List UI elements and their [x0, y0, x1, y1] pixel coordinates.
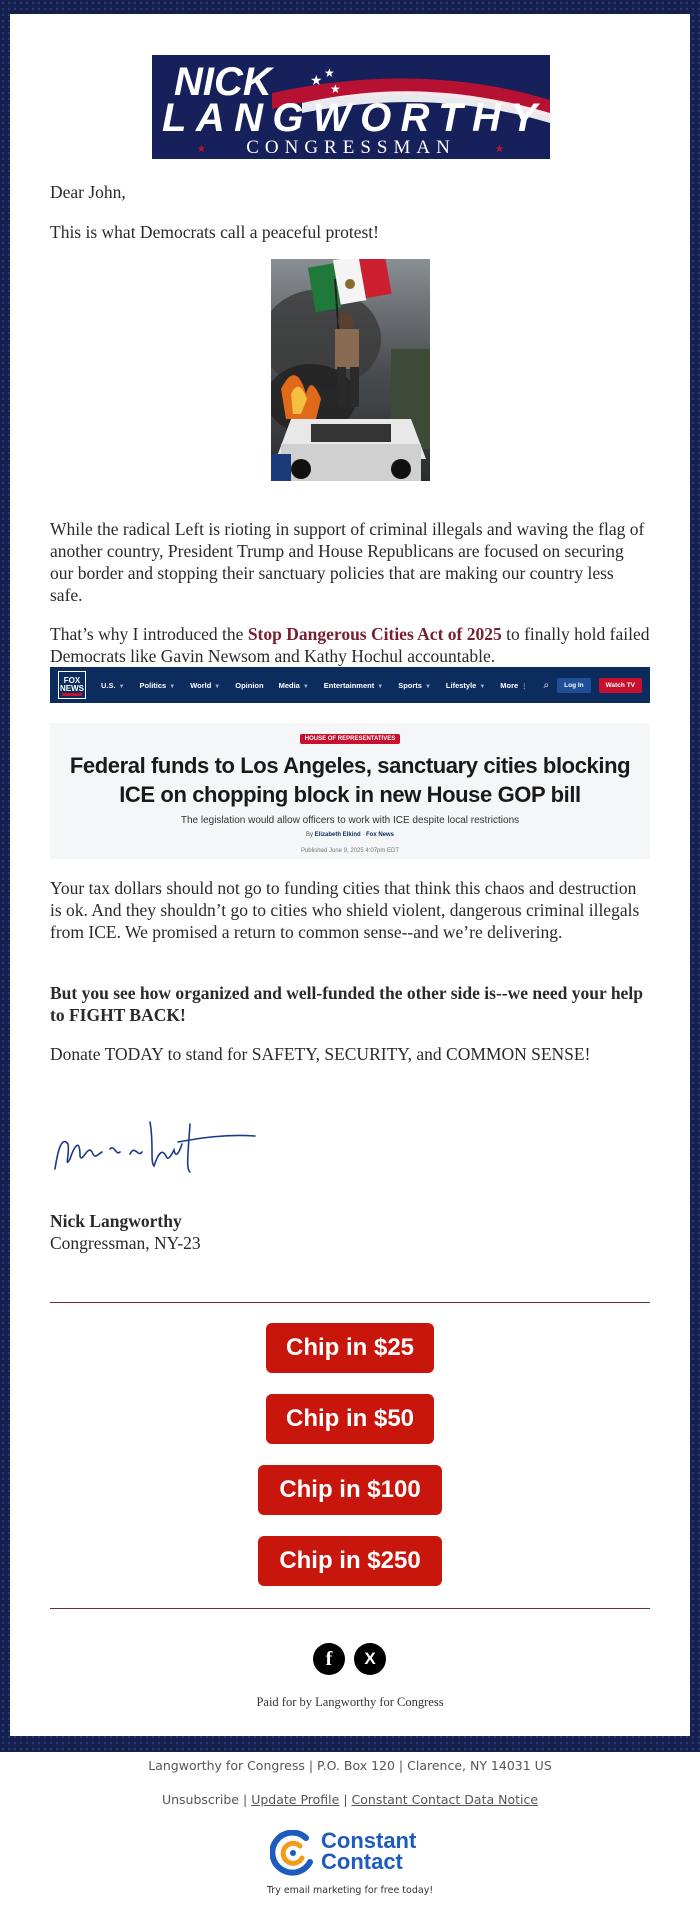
bill-trailing-text: to finally hold failed Democrats like Gavin Newsom and Kathy Hochul accountable. [50, 624, 650, 666]
fox-search-icon: ⌕ [543, 679, 550, 691]
fox-nav-world: World ▼ [190, 680, 221, 690]
chip-in-250-button[interactable]: Chip in $250 [258, 1536, 442, 1586]
fox-article-headline: Federal funds to Los Angeles, sanctuary cities blocking ICE on chopping block in new House GOP bill [69, 753, 631, 807]
fox-nav-politics: Politics ▼ [139, 680, 176, 690]
fox-watch-tv-button: Watch TV [599, 678, 642, 693]
fox-nav-sports: Sports ▼ [398, 680, 431, 690]
fox-nav-more: More ⋮ [500, 680, 528, 690]
logo-first-name: NICK [174, 60, 272, 104]
constant-contact-logo-text[interactable]: Constant Contact [321, 1828, 417, 1874]
signature-name: Nick Langworthy [50, 1211, 182, 1231]
svg-text:★: ★ [197, 144, 206, 155]
fox-nav-entertainment: Entertainment ▼ [323, 680, 384, 690]
fox-article-subhead: The legislation would allow officers to work with ICE despite local restrictions [180, 815, 520, 826]
intro-line: This is what Democrats call a peaceful protest! [50, 222, 379, 242]
unsubscribe-link[interactable]: Unsubscribe [161, 1792, 240, 1807]
svg-text:★: ★ [330, 82, 341, 96]
bill-lead-text: That’s why I introduced the [50, 624, 248, 644]
paid-for-disclaimer: Paid for by Langworthy for Congress [256, 1695, 444, 1709]
paragraph-radical-left: While the radical Left is rioting in support of criminal illegals and waving the flag of another country, President Trump and House Republicans are focused on securing our border and stopping their sanctuary policies that are making our country less safe. [50, 519, 645, 605]
svg-text:★: ★ [495, 144, 504, 155]
divider-bottom [50, 1608, 650, 1609]
fox-article-date: Published June 9, 2025 4:07pm EDT [300, 848, 400, 854]
paragraph-fight-back: But you see how organized and well-funded the other side is--we need your help to FIGHT BACK! [50, 983, 643, 1025]
svg-text:★: ★ [324, 66, 335, 80]
signature-block [50, 1210, 650, 1254]
fox-nav-opinion: Opinion [235, 680, 264, 690]
paragraph-tax-dollars: Your tax dollars should not go to funding cities that think this chaos and destruction is ok. And they shouldn’t go to cities who shield violent, dangerous criminal illegals from ICE. We promised a return to common sense--and we’re delivering. [50, 878, 640, 942]
paragraph-donate-today: Donate TODAY to stand for SAFETY, SECURITY, and COMMON SENSE! [50, 1044, 591, 1064]
x-twitter-icon[interactable]: X [354, 1643, 386, 1675]
fox-login-button: Log In [557, 678, 591, 693]
footer-separator: | [243, 1792, 248, 1807]
logo-last-name: LANGWORTHY [162, 96, 537, 140]
fox-nav-media: Media ▼ [278, 680, 309, 690]
bill-link[interactable]: Stop Dangerous Cities Act of 2025 [247, 624, 502, 644]
greeting: Dear John, [50, 182, 126, 202]
signature-title: Congressman, NY-23 [50, 1233, 201, 1253]
fox-nav-lifestyle: Lifestyle ▼ [445, 680, 486, 690]
chip-in-100-button[interactable]: Chip in $100 [258, 1465, 442, 1515]
footer-separator: | [343, 1792, 348, 1807]
chip-in-25-button[interactable]: Chip in $25 [266, 1323, 434, 1373]
facebook-icon[interactable]: f [313, 1643, 345, 1675]
update-profile-link[interactable]: Update Profile [251, 1792, 340, 1807]
divider-top [50, 1302, 650, 1303]
constant-contact-logo-icon[interactable] [270, 1830, 316, 1876]
fox-article-byline: By Elizabeth Elkind · Fox News [305, 832, 395, 838]
email-body-lower [10, 14, 690, 1736]
chip-in-50-button[interactable]: Chip in $50 [266, 1394, 434, 1444]
footer-links [0, 1792, 700, 1807]
fox-nav-us: U.S. ▼ [101, 680, 125, 690]
fox-news-logo: FOX NEWS [58, 671, 86, 699]
constant-contact-tagline[interactable]: Try email marketing for free today! [266, 1885, 434, 1896]
fox-article-tag: HOUSE OF REPRESENTATIVES [300, 734, 400, 744]
data-notice-link[interactable]: Constant Contact Data Notice [351, 1792, 539, 1807]
svg-text:★: ★ [310, 73, 323, 89]
handwritten-signature [50, 1114, 260, 1184]
logo-title: CONGRESSMAN [246, 137, 456, 158]
footer-address: Langworthy for Congress | P.O. Box 120 | Clarence, NY 14031 US [148, 1758, 552, 1773]
